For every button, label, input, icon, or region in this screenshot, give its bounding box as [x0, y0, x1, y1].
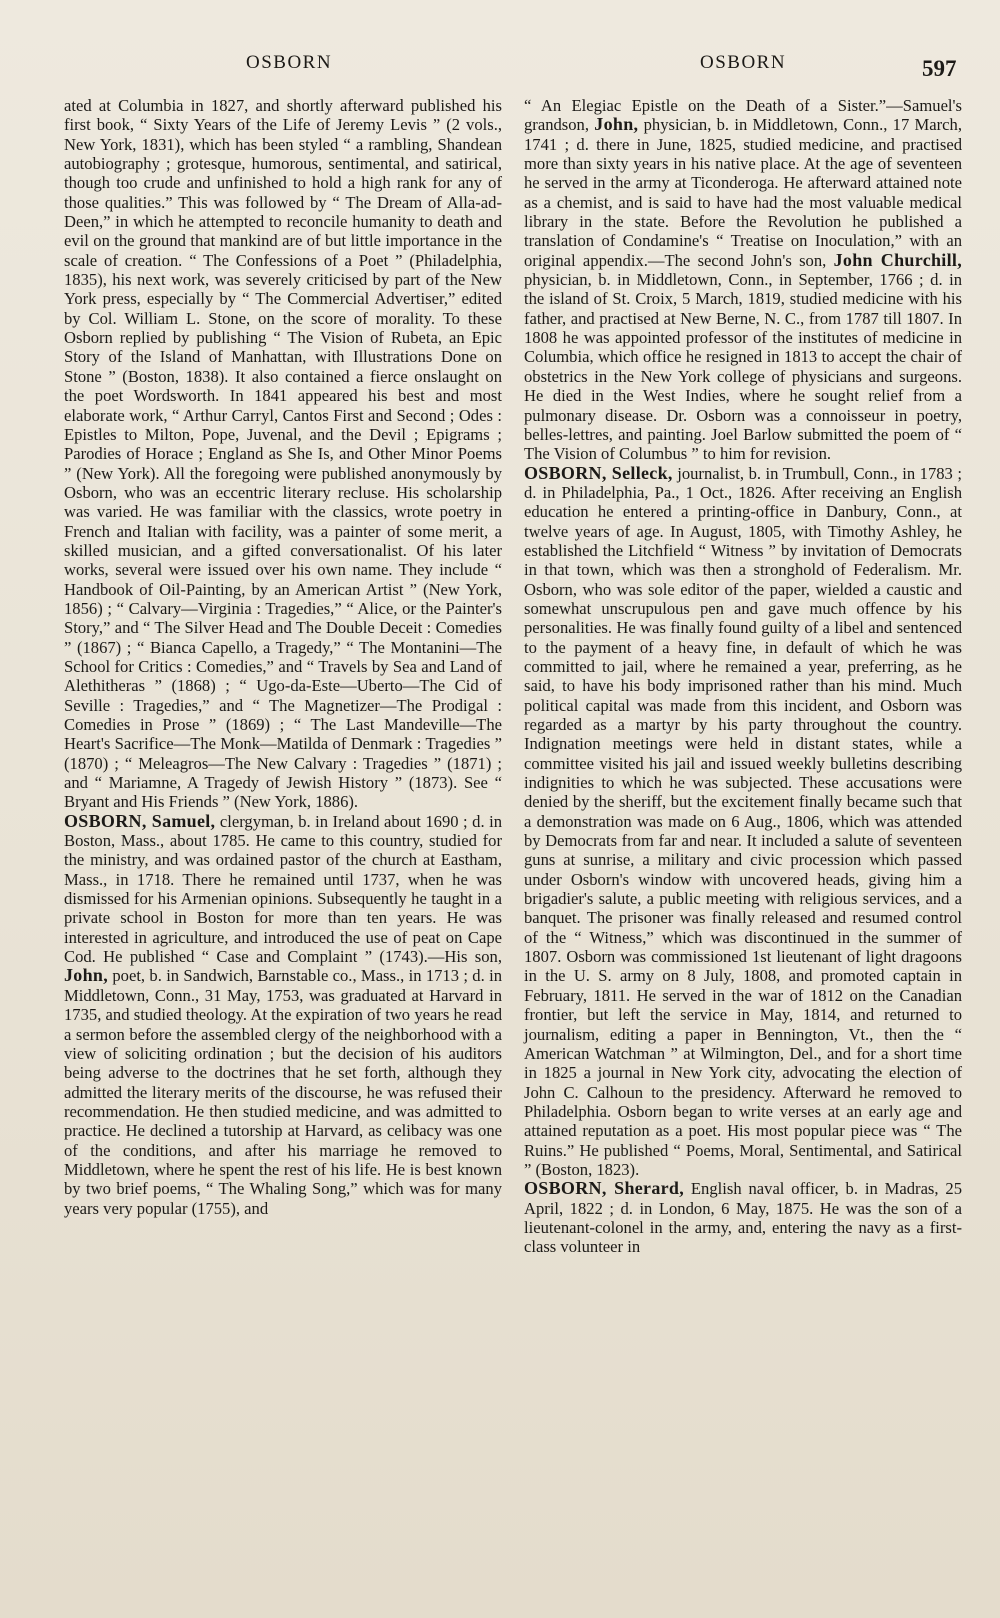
right-column [524, 96, 962, 1257]
entry-text-sherard: English naval officer, b. in Madras, 25 April, 1822 ; d. in London, 6 May, 1875. He was the son of a lieutenant-colonel in the army, and, entering the navy as a first-class volunteer in [524, 1179, 963, 1257]
continued-paragraph: ated at Columbia in 1827, and shortly afterward published his first book, “ Sixty Years of the Life of Jeremy Levis ” (2 vols., New York, 1831), which has been styled “ a rambling, Shandean autobiography ; grotesque, humorous, sentimental, and satirical, though too crude and unfinished to hold a high rank for any of those qualities.” This was followed by “ The Dream of Alla-ad-Deen,” in which he attempted to reconcile humanity to death and evil on the ground that mankind are of but little importance in the scale of creation. “ The Confessions of a Poet ” (Philadelphia, 1835), his next work, was severely criticised by part of the New York press, especially by “ The Commercial Advertiser,” edited by Col. William L. Stone, on the score of morality. To these Osborn replied by publishing “ The Vision of Rubeta, an Epic Story of the Island of Manhattan, with Illustrations Done on Stone ” (Boston, 1838). It also contained a fierce onslaught on the poet Wordsworth. In 1841 appeared his best and most elaborate work, “ Arthur Carryl, Cantos First and Second ; Odes : Epistles to Milton, Pope, Juvenal, and the Devil ; Epigrams ; Parodies of Horace ; England as She Is, and Other Minor Poems ” (New York). All the foregoing were published anonymously by Osborn, who was an eccentric literary recluse. His scholarship was varied. He was familiar with the classics, wrote poetry in French and Italian with facility, was a painter of some merit, a skilled musician, and a gifted conversationalist. Of his later works, several were issued over his own name. They include “ Handbook of Oil-Painting, by an American Artist ” (New York, 1856) ; “ Calvary—Virginia : Tragedies,” “ Alice, or the Painter's Story,” and “ The Silver Head and The Double Deceit : Comedies ” (1867) ; “ Bianca Capello, a Tragedy,” “ The Montanini—The School for Critics : Comedies,” and “ Travels by Sea and Land of Alethitheras ” (1868) ; “ Ugo-da-Este—Uberto—The Cid of Seville : Tragedies,” and “ The Magnetizer—The Prodigal : Comedies in Prose ” (1869) ; “ The Last Mandeville—The Heart's Sacrifice—The Monk—Matilda of Denmark : Tragedies ” (1870) ; “ Meleagros—The New Calvary : Tragedies ” (1871) ; and “ Mariamne, A Tragedy of Jewish History ” (1873). See “ Bryant and His Friends ” (New York, 1886). [64, 96, 502, 812]
page-number: 597 [922, 56, 957, 81]
subentry-name-john-2: John, [594, 114, 639, 135]
entry-text-samuel-2: poet, b. in Sandwich, Barnstable co., Mass., in 1713 ; d. in Middletown, Conn., 31 May, 1753, was graduated at Harvard in 1735, and studied theology. At the expiration of two years he read a sermon before the assembled clergy of the neighborhood with a view of soliciting ordination ; but the decision of his auditors being adverse to the doctrines that he set forth, although they admitted the literary merits of the discourse, he was refused their recommendation. He then studied medicine, and was admitted to practice. He declined a tutorship at Harvard, as celibacy was one of the conditions, and after his marriage he removed to Middletown, where he spent the rest of his life. He is best known by two brief poems, “ The Whaling Song,” which was for many years very popular (1755), and [64, 966, 502, 1218]
left-column [64, 96, 502, 1218]
entry-heading-sherard: OSBORN, Sherard, [524, 1178, 685, 1199]
entry-heading-samuel: OSBORN, Samuel, [64, 810, 216, 831]
text-segment-2: physician, b. in Middletown, Conn., 17 March, 1741 ; d. there in June, 1825, studied medicine, and practised more than sixty years in his native place. At the age of seventeen he served in the army at Ticonderoga. He afterward attained note as a chemist, and is said to have had the most valuable medical library in the state. Before the Revolution he published a translation of Condamine's “ Treatise on Inoculation,” with an original appendix.—The second John's son, [524, 115, 962, 270]
entry-selleck [524, 464, 962, 1180]
entry-samuel [64, 812, 502, 1218]
subentry-name-john: John, [64, 965, 109, 986]
entry-text-selleck: journalist, b. in Trumbull, Conn., in 1783 ; d. in Philadelphia, Pa., 1 Oct., 1826. After receiving an English education he entered a printing-office in Danbury, Conn., at twelve years of age. In August, 1805, with Timothy Ashley, he established the Litchfield “ Witness ” by invitation of Democrats in that town, which was then a stronghold of Federalism. Mr. Osborn, who was sole editor of the paper, wielded a caustic and somewhat unscrupulous pen and gave much offence by his personalities. He was finally found guilty of a libel and sentenced to the payment of a heavy fine, in default of which he was committed to jail, where he remained a year, preferring, as he said, to have his body imprisoned rather than his mind. Much political capital was made from this incident, and Osborn was regarded as a martyr by his party throughout the country. Indignation meetings were held in distant states, while a committee visited his jail and issued weekly bulletins describing indignities to which he was subjected. These accusations were denied by the sheriff, but the excitement finally became such that a demonstration was made on 6 Aug., 1806, which was attended by Democrats from far and near. It included a salute of seventeen guns at sunrise, a military and civic procession which passed under Osborn's window with uncovered heads, giving him a brigadier's salute, a public meeting with religious services, and a banquet. The prisoner was finally released and resumed control of the “ Witness,” which was discontinued in the summer of 1807. Osborn was commissioned 1st lieutenant of light dragoons in the U. S. army on 8 July, 1808, and promoted captain in February, 1811. He served in the war of 1812 on the Canadian frontier, but left the service in May, 1814, and returned to journalism, editing a paper in Bennington, Vt., then the “ American Watchman ” at Wilmington, Del., and for a short time in 1825 a journal in New York city, advocating the election of John C. Calhoun to the presidency. Afterward he removed to Philadelphia. Osborn began to write verses at an early age and attained reputation as a poet. His most popular piece was “ The Ruins.” He published “ Poems, Moral, Sentimental, and Satirical ” (Boston, 1823). [524, 463, 962, 1179]
continued-paragraph-right [524, 96, 962, 464]
running-head-right: OSBORN [700, 52, 787, 73]
running-head-left: OSBORN [246, 52, 333, 73]
entry-text-samuel-1: clergyman, b. in Ireland about 1690 ; d. in Boston, Mass., about 1785. He came to this country, studied for the ministry, and was ordained pastor of the church at Eastham, Mass., in 1718. There he remained until 1737, when he was dismissed for his Armenian opinions. Subsequently he taught in a private school in Boston for more than ten years. He was interested in agriculture, and introduced the use of peat on Cape Cod. He published “ Case and Complaint ” (1743).—His son, [64, 811, 502, 967]
entry-sherard [524, 1179, 962, 1256]
subentry-name-john-churchill: John Churchill, [833, 249, 962, 270]
text-segment-1: “ An Elegiac Epistle on the Death of a Sister.”—Samuel's grandson, [524, 96, 962, 135]
entry-heading-selleck: OSBORN, Selleck, [524, 462, 673, 483]
text-segment-3: physician, b. in Middletown, Conn., in September, 1766 ; d. in the island of St. Croix, 5 March, 1819, studied medicine with his father, and practised at New Berne, N. C., from 1787 till 1807. In 1808 he was appointed professor of the institutes of medicine in Columbia, which office he resigned in 1813 to accept the chair of obstetrics in the New York college of physicians and surgeons. He died in the West Indies, where he sought relief from a pulmonary disease. Dr. Osborn was a connoisseur in poetry, belles-lettres, and painting. Joel Barlow submitted the poem of “ The Vision of Columbus ” to him for revision. [524, 270, 962, 464]
